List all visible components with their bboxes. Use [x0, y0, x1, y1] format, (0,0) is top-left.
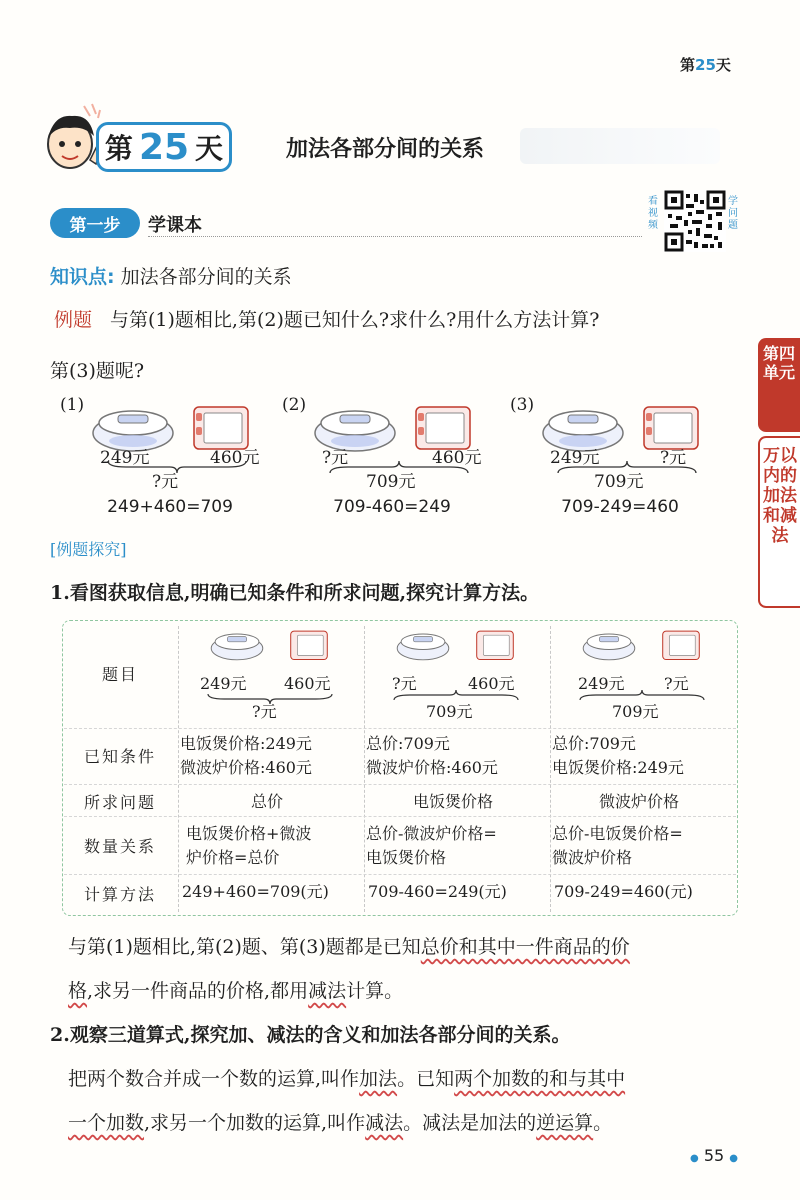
right-price: ?元 [660, 448, 687, 468]
relation-line-2: 电饭煲价格 [366, 848, 447, 867]
definition-line-1 [68, 1064, 625, 1091]
example-group-1 [60, 395, 280, 525]
corner-day-tag [680, 54, 731, 75]
row-header-problem: 题目 [101, 665, 138, 684]
qr-side-text-right: 学问题 [728, 196, 738, 231]
group-equation: 249+460=709 [107, 497, 233, 517]
definition-highlight: 加法 [359, 1068, 398, 1090]
step-divider [148, 236, 642, 237]
definition-highlight: 逆运算 [536, 1112, 594, 1134]
left-price: ?元 [392, 674, 417, 693]
group-mark: (2) [282, 395, 307, 415]
corner-day-number: 25 [695, 56, 716, 74]
side-topic-tab: 万以内的加法和减法 [758, 436, 800, 608]
known-condition-1: 电饭煲价格:249元 [180, 734, 312, 753]
knowledge-text: 加法各部分间的关系 [120, 266, 292, 288]
table-column-1 [178, 624, 356, 910]
relation-line-2: 微波炉价格 [552, 848, 633, 867]
relation-line-1: 总价-电饭煲价格= [552, 824, 683, 843]
question-1: 1.看图获取信息,明确已知条件和所求问题,探究计算方法。 [50, 582, 540, 604]
badge-suffix: 天 [195, 132, 224, 165]
right-price: 460元 [284, 674, 331, 693]
definition-text: 。已知 [397, 1068, 455, 1090]
left-price: 249元 [578, 674, 625, 693]
asked-question: 微波炉价格 [598, 792, 679, 811]
total-price: ?元 [152, 472, 179, 492]
qr-code-icon[interactable] [664, 190, 726, 252]
day-badge [96, 122, 232, 172]
relation-line-1: 总价-微波炉价格= [366, 824, 497, 843]
example-label: 例题 [54, 309, 93, 331]
total-price: 709元 [594, 472, 644, 492]
relation-line-1: 电饭煲价格+微波 [186, 824, 312, 843]
right-price: 460元 [468, 674, 515, 693]
calc-method: 709-460=249(元) [368, 882, 507, 901]
example-line-1: 与第(1)题相比,第(2)题已知什么?求什么?用什么方法计算? [110, 309, 600, 331]
rice-cooker-icon [394, 628, 452, 662]
conclusion-text: 计算。 [346, 980, 404, 1002]
page-dot-icon: ● [729, 1153, 739, 1164]
example-group-3 [510, 395, 730, 525]
rice-cooker-icon [208, 628, 266, 662]
microwave-icon [288, 628, 330, 664]
known-condition-2: 微波炉价格:460元 [180, 758, 312, 777]
row-header-method: 计算方法 [83, 885, 156, 904]
conclusion-text: ,求另一件商品的价格,都用 [87, 980, 309, 1002]
row-header-known: 已知条件 [83, 747, 156, 766]
left-price: 249元 [200, 674, 247, 693]
badge-day-number: 25 [138, 126, 190, 168]
left-price: 249元 [550, 448, 600, 468]
known-condition-1: 总价:709元 [552, 734, 636, 753]
known-condition-1: 总价:709元 [366, 734, 450, 753]
right-price: 460元 [432, 448, 482, 468]
explore-label: [例题探究] [50, 540, 127, 559]
calc-method: 709-249=460(元) [554, 882, 693, 901]
group-mark: (1) [60, 395, 85, 415]
conclusion-line-1 [68, 932, 630, 959]
microwave-icon [660, 628, 702, 664]
knowledge-point [50, 262, 292, 289]
known-condition-2: 微波炉价格:460元 [366, 758, 498, 777]
lesson-title: 加法各部分间的关系 [286, 137, 485, 162]
group-equation: 709-460=249 [333, 497, 451, 517]
table-column-2 [364, 624, 542, 910]
relation-line-2: 炉价格=总价 [186, 848, 280, 867]
right-price: ?元 [664, 674, 689, 693]
corner-day-prefix: 第 [680, 56, 696, 74]
total-price: ?元 [252, 702, 277, 721]
group-equation: 709-249=460 [561, 497, 679, 517]
conclusion-highlight: 格 [68, 980, 88, 1002]
question-2: 2.观察三道算式,探究加、减法的含义和加法各部分间的关系。 [50, 1024, 571, 1046]
page-number-value: 55 [703, 1146, 725, 1165]
asked-question: 总价 [250, 792, 283, 811]
table-column-3 [550, 624, 728, 910]
side-unit-tab: 第四单元 [758, 338, 800, 432]
rice-cooker-icon [580, 628, 638, 662]
calc-method: 249+460=709(元) [182, 882, 329, 901]
conclusion-text: 与第(1)题相比,第(2)题、第(3)题都是已知 [68, 936, 421, 958]
total-price: 709元 [612, 702, 659, 721]
definition-line-2 [68, 1108, 612, 1135]
right-price: 460元 [210, 448, 260, 468]
step-pill: 第一步 [50, 208, 140, 238]
known-condition-2: 电饭煲价格:249元 [552, 758, 684, 777]
example-group-2 [282, 395, 502, 525]
definition-highlight: 一个加数 [68, 1112, 145, 1134]
conclusion-line-2 [68, 976, 403, 1003]
microwave-icon [474, 628, 516, 664]
definition-text: 把两个数合并成一个数的运算,叫作 [68, 1068, 360, 1090]
total-price: 709元 [426, 702, 473, 721]
example-question [54, 305, 599, 332]
definition-highlight: 两个加数的和与其中 [454, 1068, 626, 1090]
row-header-relation: 数量关系 [83, 837, 156, 856]
badge-prefix: 第 [104, 132, 133, 165]
conclusion-highlight: 总价和其中一件商品的价 [420, 936, 630, 958]
corner-day-suffix: 天 [715, 56, 731, 74]
conclusion-highlight: 减法 [308, 980, 347, 1002]
left-price: ?元 [322, 448, 349, 468]
example-line-2: 第(3)题呢? [50, 360, 145, 382]
definition-highlight: 减法 [365, 1112, 404, 1134]
group-mark: (3) [510, 395, 535, 415]
total-price: 709元 [366, 472, 416, 492]
title-decoration [520, 128, 720, 164]
definition-text: ,求另一个加数的运算,叫作 [144, 1112, 366, 1134]
knowledge-label: 知识点: [50, 266, 115, 288]
qr-side-text-left: 看视频 [648, 196, 658, 231]
asked-question: 电饭煲价格 [412, 792, 493, 811]
definition-text: 。 [593, 1112, 613, 1134]
left-price: 249元 [100, 448, 150, 468]
page-dot-icon: ● [690, 1153, 699, 1164]
definition-text: 。减法是加法的 [403, 1112, 537, 1134]
step-label: 学课本 [148, 215, 202, 236]
page-number [690, 1146, 738, 1165]
row-header-asked: 所求问题 [83, 793, 156, 812]
